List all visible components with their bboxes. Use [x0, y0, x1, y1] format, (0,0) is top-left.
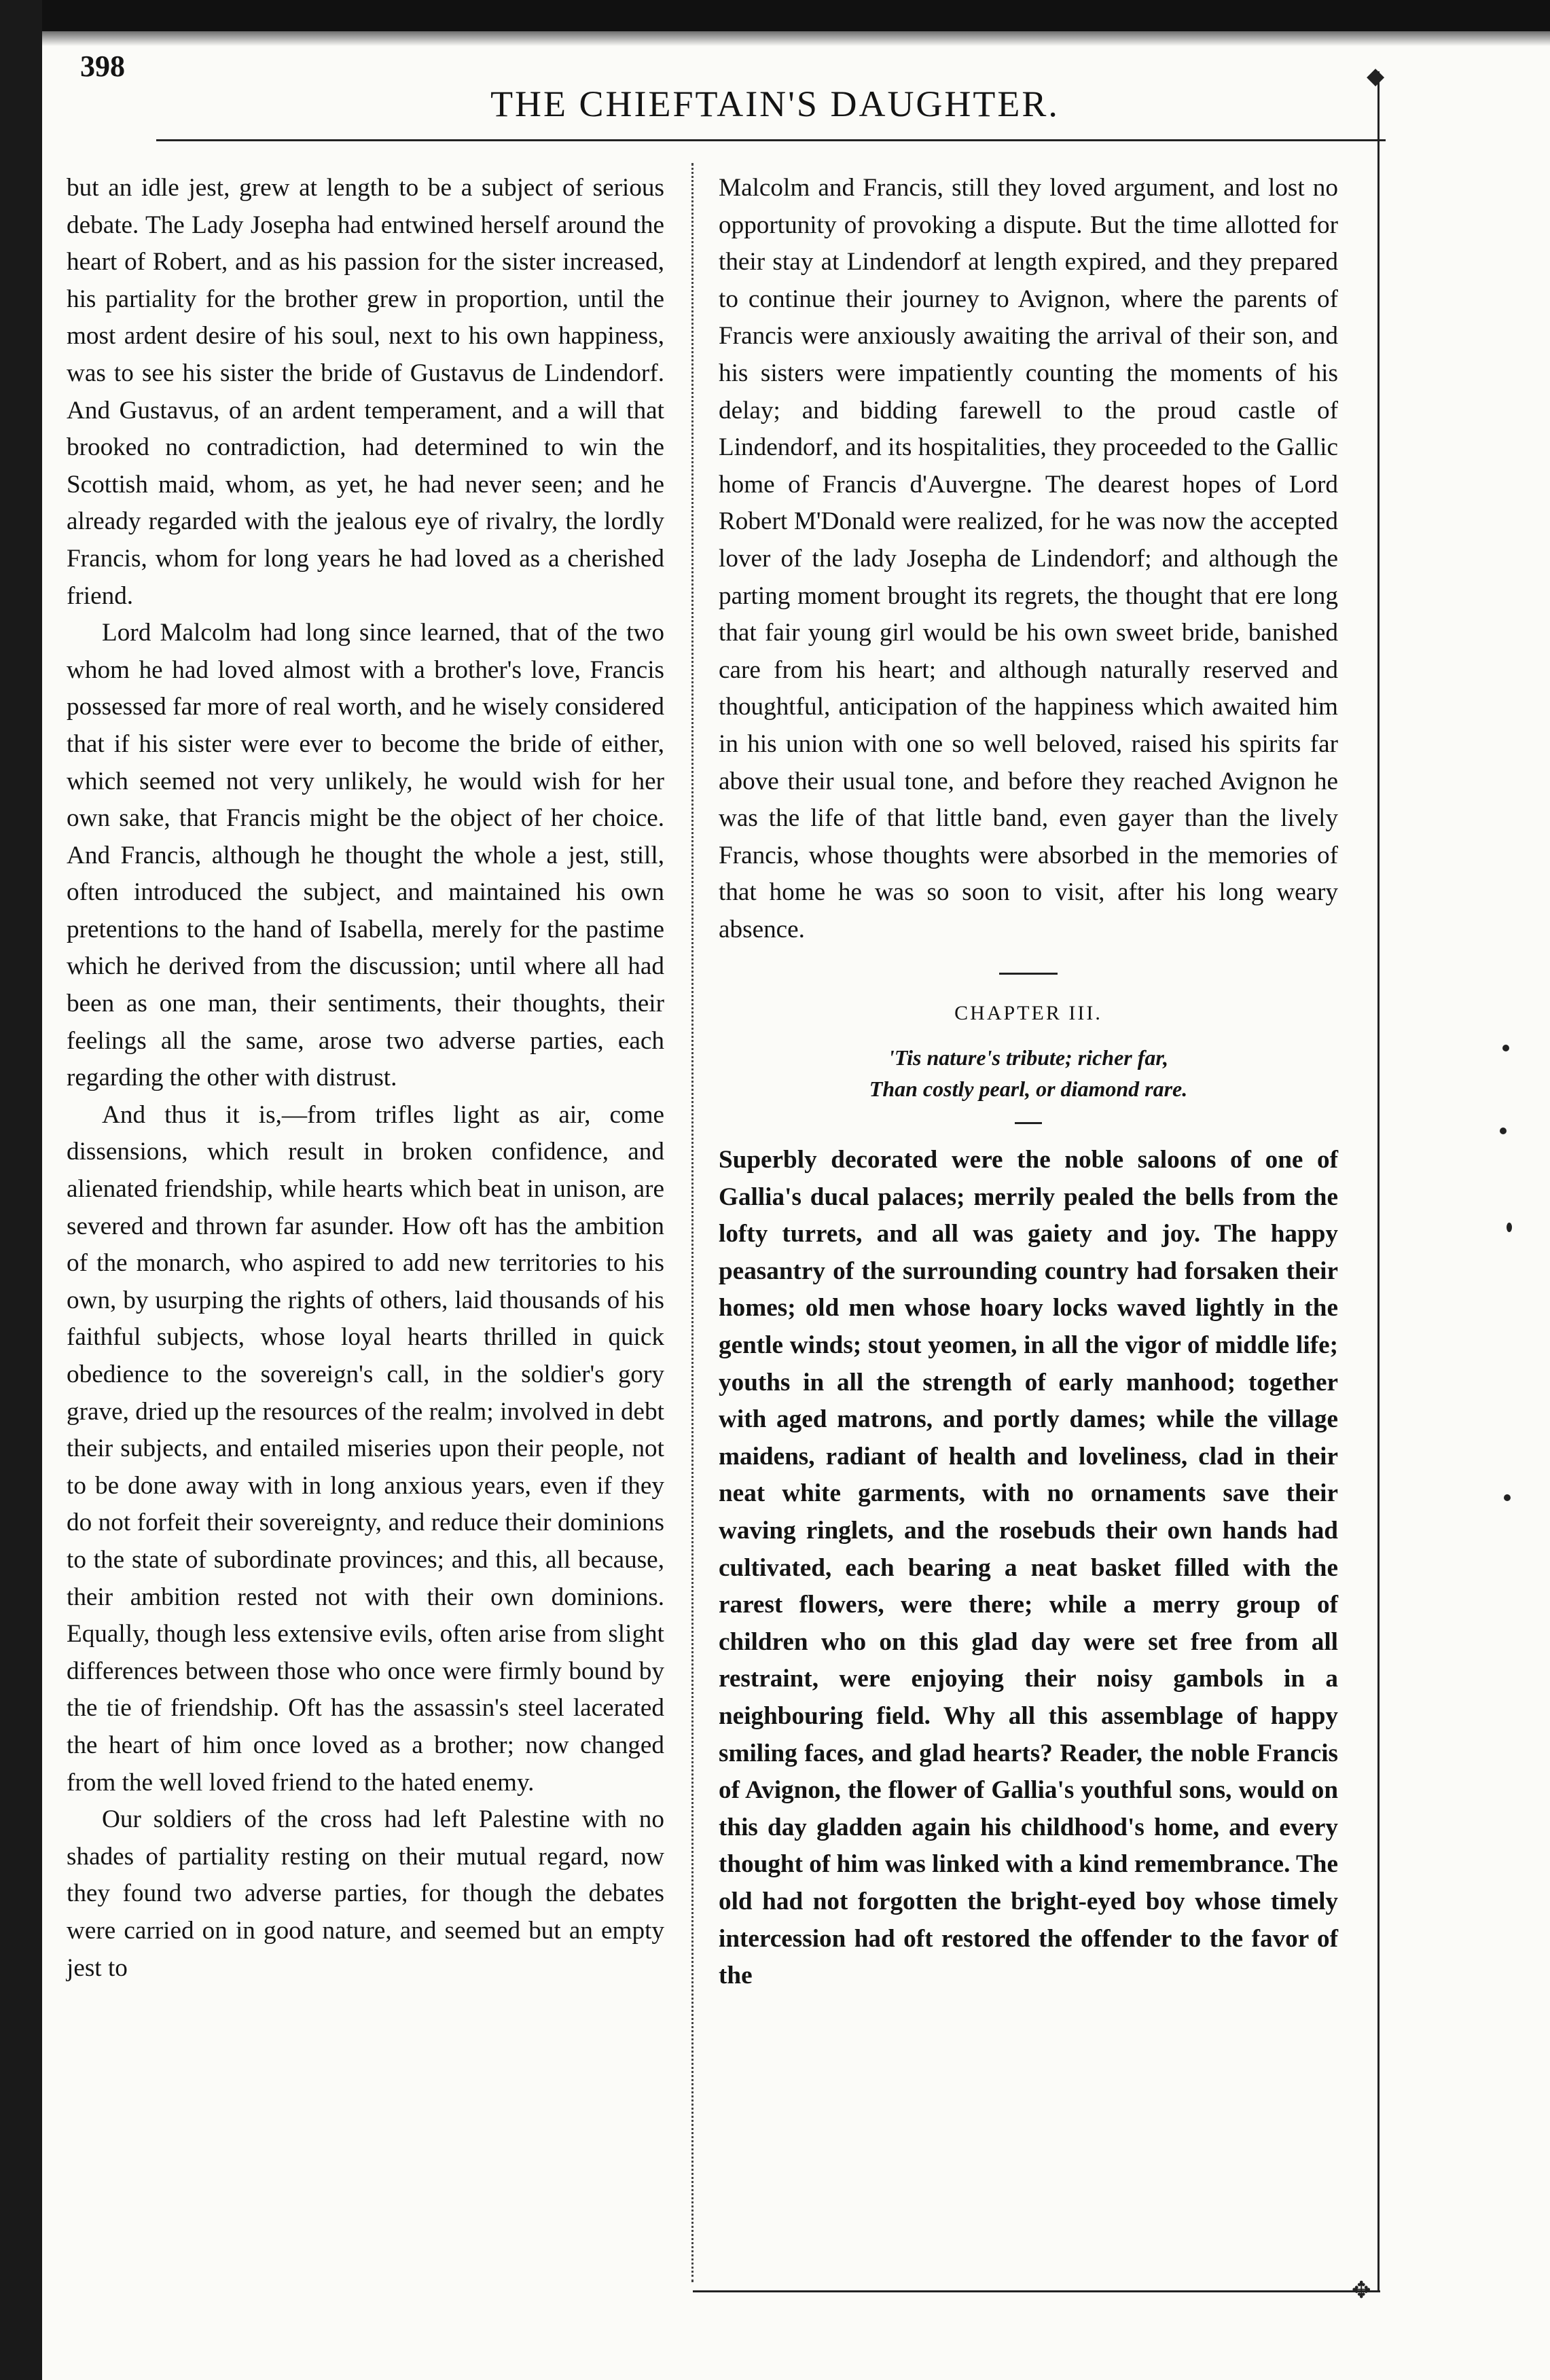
scan-speck [1502, 1045, 1509, 1051]
scan-edge-shadow [0, 0, 42, 2380]
paragraph: And thus it is,—from trifles light as air, come dissensions, which result in broken confidence, and alienated friendship, while hearts which beat in unison, are severed and thrown far asunder. How oft has the ambition of the monarch, who aspired to add new territories to his own, by usurping the rights of others, laid thousands of his faithful subjects, whose loyal hearts thrilled in quick obedience to the sovereign's call, in the soldier's gory grave, dried up the resources of the realm; involved in debt their subjects, and entailed miseries upon their people, not to be done away with in long anxious years, even if they do not forfeit their sovereignty, and reduce their dominions to the state of subordinate provinces; and this, all because, their ambition rested not with their own dominions. Equally, though less extensive evils, often arise from slight differences between those who once were firmly bound by the tie of friendship. Oft has the assassin's steel lacerated the heart of him once loved as a brother; now changed from the well loved friend to the hated enemy. [67, 1100, 664, 1797]
corner-ornament-bottom: ✥ [1352, 2278, 1371, 2303]
right-border-rule [1377, 71, 1380, 2292]
section-rule [999, 973, 1058, 975]
paragraph: Superbly decorated were the noble saloons of one of Gallia's ducal palaces; merrily pealed the bells from the lofty turrets, and all was gaiety and joy. The happy peasantry of the surrounding country had forsaken their homes; old men whose hoary locks waved lightly in the gentle winds; stout yeomen, in all the vigor of middle life; youths in all the strength of early manhood; together with aged matrons, and portly dames; while the village maidens, radiant of health and loveliness, clad in their neat white garments, with no ornaments save their waving ringlets, and the rosebuds their own hands had cultivated, each bearing a neat basket filled with the rarest flowers, were there; while a merry group of children who on this glad day were set free from all restraint, were enjoying their noisy gambols in a neighbouring field. Why all this assemblage of happy smiling faces, and glad hearts? Reader, the noble Francis of Avignon, the flower of Gallia's youthful sons, would on this day gladden again his childhood's home, and every thought of him was linked with a kind remembrance. The old had not forgotten the bright-eyed boy whose timely intercession had oft restored the offender to the favor of the [719, 1146, 1338, 1990]
scan-speck [1504, 1494, 1511, 1501]
column-divider [691, 163, 693, 2282]
paragraph: Malcolm and Francis, still they loved argument, and lost no opportunity of provoking a dispute. But the time allotted for their stay at Lindendorf at length expired, and they prepared to continue their journey to Avignon, where the parents of Francis were anxiously awaiting the arrival of their son, and his sisters were impatiently counting the moments of his delay; and bidding farewell to the proud castle of Lindendorf, and its hospitalities, they proceeded to the Gallic home of Francis d'Auvergne. The dearest hopes of Lord Robert M'Donald were realized, for he was now the accepted lover of the lady Josepha de Lindendorf; and although the parting moment brought its regrets, the thought that ere long that fair young girl would be his own sweet bride, banished care from his heart; and although naturally reserved and thoughtful, anticipation of the happiness which awaited him in his union with one so well beloved, raised his spirits far above their usual tone, and before they reached Avignon he was the life of that little band, even gayer than the lively Francis, whose thoughts were absorbed in the memories of that home he was so soon to visit, after his long weary absence. [719, 174, 1338, 943]
right-column [719, 170, 1338, 1995]
chapter-heading: CHAPTER III. [954, 1002, 1102, 1025]
corner-ornament-top: ◆ [1367, 64, 1385, 89]
scan-top-fade [42, 31, 1550, 46]
bottom-border-rule [693, 2290, 1380, 2292]
top-border-rule [156, 139, 1386, 141]
scan-speck [1500, 1128, 1507, 1134]
page-number: 398 [80, 50, 125, 83]
scan-speck [1507, 1223, 1512, 1232]
epigraph-line: 'Tis nature's tribute; richer far, [888, 1045, 1169, 1070]
running-head: THE CHIEFTAIN'S DAUGHTER. [490, 84, 1060, 124]
section-rule [1015, 1122, 1042, 1124]
paragraph: but an idle jest, grew at length to be a subject of serious debate. The Lady Josepha had entwined herself around the heart of Robert, and as his passion for the sister increased, his partiality for the brother grew in proportion, until the most ardent desire of his soul, next to his own happiness, was to see his sister the bride of Gustavus de Lindendorf. And Gustavus, of an ardent temperament, and a will that brooked no contradiction, had determined to win the Scottish maid, whom, as yet, he had never seen; and he already regarded with the jealous eye of rivalry, the lordly Francis, whom for long years he had loved as a cherished friend. [67, 174, 664, 610]
scan-top-shadow [42, 0, 1550, 31]
epigraph-line: Than costly pearl, or diamond rare. [869, 1077, 1188, 1102]
paragraph: Lord Malcolm had long since learned, that of the two whom he had loved almost with a brother's love, Francis possessed far more of real worth, and he wisely considered that if his sister were ever to become the bride of either, which seemed not very unlikely, he would wish for her own sake, that Francis might be the object of her choice. And Francis, although he thought the whole a jest, still, often introduced the subject, and maintained his own pretentions to the hand of Isabella, merely for the pastime which he derived from the discussion; until where all had been as one man, their sentiments, their thoughts, their feelings all the same, arose two adverse parties, each regarding the other with distrust. [67, 619, 664, 1092]
left-column [67, 170, 664, 1987]
paragraph: Our soldiers of the cross had left Palestine with no shades of partiality resting on their mutual regard, now they found two adverse parties, for though the debates were carried on in good nature, and seemed but an empty jest to [67, 1805, 664, 1982]
